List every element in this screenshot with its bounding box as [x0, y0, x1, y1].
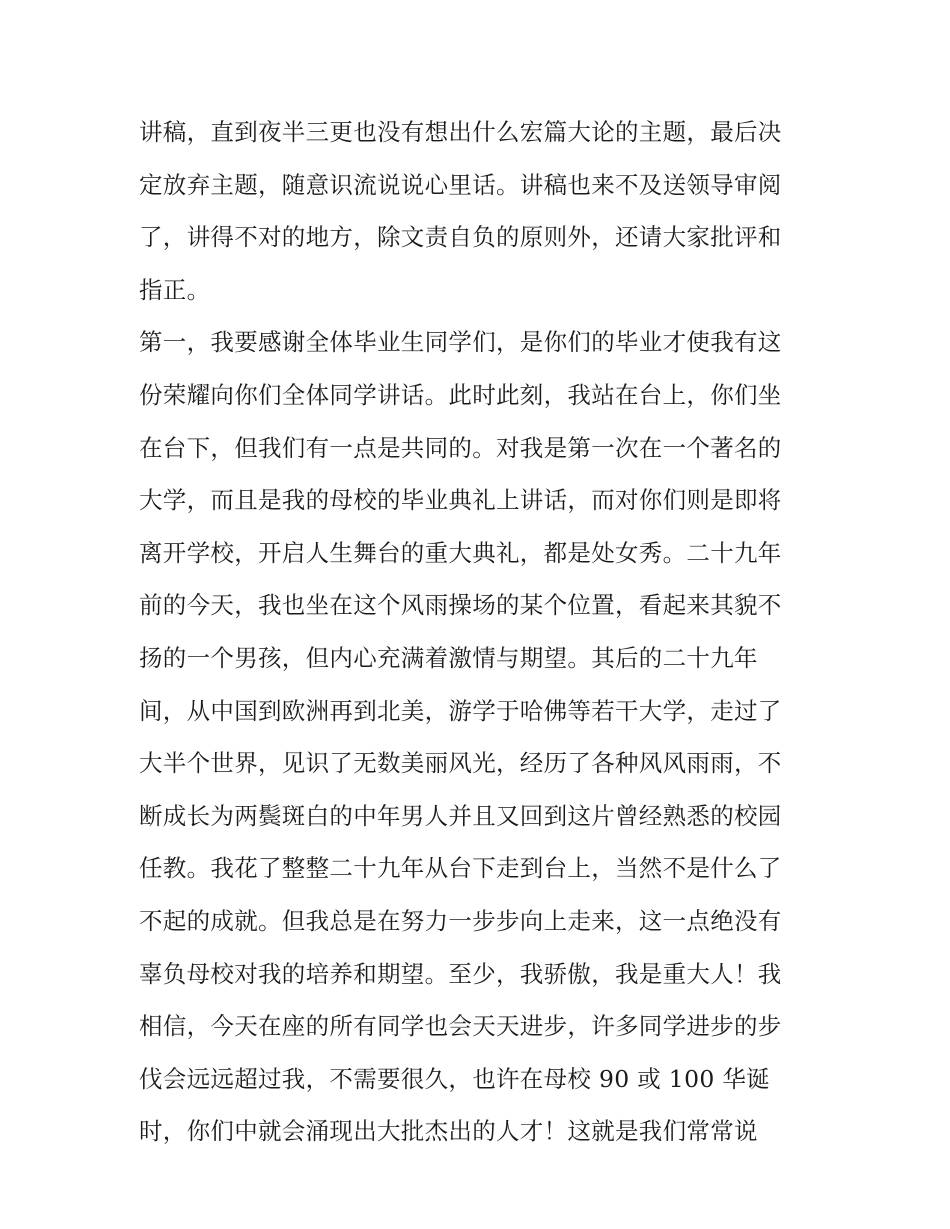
- text-line: 讲稿，直到夜半三更也没有想出什么宏篇大论的主题，最后决: [139, 118, 782, 146]
- text-line: 间，从中国到欧洲再到北美，游学于哈佛等若干大学，走过了: [139, 696, 782, 725]
- text-line: 大半个世界，见识了无数美丽风光，经历了各种风风雨雨，不: [139, 749, 782, 778]
- text-line: 任教。我花了整整二十九年从台下走到台上，当然不是什么了: [139, 854, 782, 883]
- text-line: 断成长为两鬓斑白的中年男人并且又回到这片曾经熟悉的校园: [139, 801, 782, 830]
- text-line: 在台下，但我们有一点是共同的。对我是第一次在一个著名的: [139, 433, 782, 462]
- text-line: 定放弃主题，随意识流说说心里话。讲稿也来不及送领导审阅: [139, 170, 782, 199]
- text-line: 相信，今天在座的所有同学也会天天进步，许多同学进步的步: [139, 1012, 782, 1041]
- text-line: 时，你们中就会涌现出大批杰出的人才！这就是我们常常说: [139, 1117, 758, 1146]
- text-line: 指正。: [139, 275, 211, 304]
- text-line: 大学，而且是我的母校的毕业典礼上讲话，而对你们则是即将: [139, 486, 782, 515]
- text-line: 份荣耀向你们全体同学讲话。此时此刻，我站在台上，你们坐: [139, 380, 782, 409]
- text-line: 第一，我要感谢全体毕业生同学们，是你们的毕业才使我有这: [139, 328, 782, 357]
- text-line: 了，讲得不对的地方，除文责自负的原则外，还请大家批评和: [139, 223, 782, 252]
- text-line: 伐会远远超过我，不需要很久，也许在母校 90 或 100 华诞: [139, 1064, 770, 1093]
- text-line: 不起的成就。但我总是在努力一步步向上走来，这一点绝没有: [139, 906, 782, 935]
- text-line: 前的今天，我也坐在这个风雨操场的某个位置，看起来其貌不: [139, 591, 782, 620]
- text-line: 辜负母校对我的培养和期望。至少，我骄傲，我是重大人！我: [139, 959, 782, 988]
- text-line: 扬的一个男孩，但内心充满着激情与期望。其后的二十九年: [139, 643, 758, 672]
- document-body: [139, 106, 819, 1158]
- text-line: 离开学校，开启人生舞台的重大典礼，都是处女秀。二十九年: [139, 538, 782, 567]
